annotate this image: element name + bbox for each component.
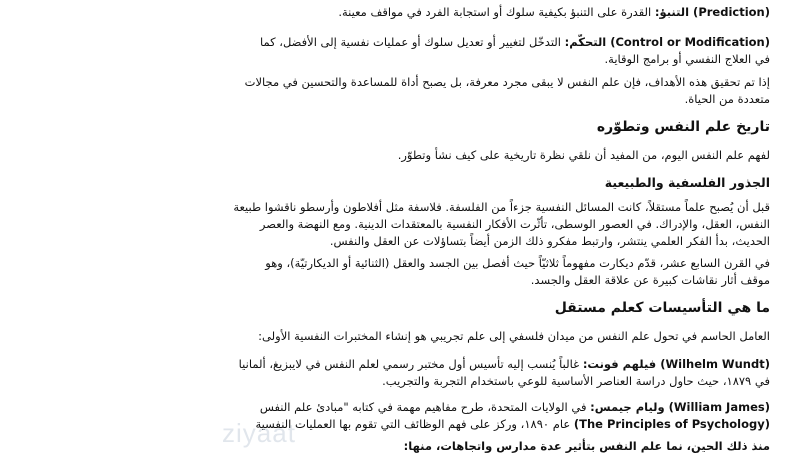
term-control: (Control or Modification) التحكّم:: [564, 35, 770, 49]
wundt-line-2: في ١٨٧٩، حيث حاول دراسة العناصر الأساسية للوعي باستخدام التجربة والتجريب.: [382, 374, 770, 388]
paragraph-since-then: [14, 438, 770, 455]
heading-roots: الجذور الفلسفية والطبيعية: [604, 175, 770, 190]
term-wundt: (Wilhelm Wundt) فيلهم فونت:: [582, 357, 770, 371]
roots-1-line-2: النفس، العقل، والإدراك. في العصور الوسطى، تأثّرت الأفكار النفسية بالمعتقدات الدينية. ومع النهضة والعصر: [259, 217, 770, 231]
term-james: (William James) وليام جيمس:: [590, 400, 770, 414]
heading-history-block: [14, 117, 770, 137]
paragraph-prediction: [14, 4, 770, 21]
history-intro-text: لفهم علم النفس اليوم، من المفيد أن نلقي نظرة تاريخية على كيف نشأ وتطوّر.: [397, 148, 770, 162]
paragraph-james: [14, 399, 770, 433]
heading-roots-block: [14, 174, 770, 192]
roots-2-line-1: في القرن السابع عشر، قدّم ديكارت مفهوماً ثلاثيّاً حيث أفصل بين الجسد والعقل (الثنائية أو الديكارتيّة)، وهو: [265, 256, 770, 270]
paragraph-control: [14, 34, 770, 68]
heading-foundations-block: [14, 298, 770, 318]
heading-foundations: ما هي التأسيسات كعلم مستقل: [554, 300, 770, 316]
paragraph-goals: [14, 74, 770, 108]
goals-line-1: إذا تم تحقيق هذه الأهداف، فإن علم النفس لا يبقى مجرد معرفة، بل يصبح أداة للمساعدة والتحسين في مجالات: [244, 75, 770, 89]
paragraph-roots-2: [14, 255, 770, 289]
wundt-line-1: غالباً يُنسب إليه تأسيس أول مختبر رسمي لعلم النفس في لايبزيغ، ألمانيا: [238, 357, 580, 371]
paragraph-history-intro: [14, 147, 770, 164]
turning-point-text: العامل الحاسم في تحول علم النفس من ميدان فلسفي إلى علم تجريبي هو إنشاء المختبرات النفسية الأولى:: [258, 329, 770, 343]
james-line-2: عام ١٨٩٠، وركز على فهم الوظائف التي تقوم بها العمليات النفسية: [255, 417, 571, 431]
watermark: ziyaat: [222, 418, 296, 448]
control-line-1: التدخّل لتغيير أو تعديل سلوك أو عمليات نفسية إلى الأفضل، كما: [259, 35, 561, 49]
prediction-text: القدرة على التنبؤ بكيفية سلوك أو استجابة الفرد في مواقف معينة.: [338, 5, 652, 19]
goals-line-2: متعددة من الحياة.: [684, 92, 770, 106]
roots-1-line-1: قبل أن يُصبح علماً مستقلاً، كانت المسائل النفسية جزءاً من الفلسفة. فلاسفة مثل أفلاطون وأرسطو ناقشوا طبيعة: [233, 200, 770, 214]
james-line-1: في الولايات المتحدة، طرح مفاهيم مهمة في كتابه "مبادئ علم النفس: [259, 400, 587, 414]
paragraph-roots-1: [14, 199, 770, 250]
roots-2-line-2: موقف أثار نقاشات كبيرة عن علاقة العقل والجسد.: [530, 273, 770, 287]
control-line-2: في العلاج النفسي أو برامج الوقاية.: [604, 52, 770, 66]
heading-history: تاريخ علم النفس وتطوّره: [596, 119, 770, 135]
paragraph-turning-point: [14, 328, 770, 345]
paragraph-wundt: [14, 356, 770, 390]
roots-1-line-3: الحديث، بدأ الفكر العلمي ينتشر، وارتبط مفكرو ذلك الزمن أيضاً بتساؤلات عن العقل والنفس.: [329, 234, 770, 248]
since-then-text: منذ ذلك الحين، نما علم النفس بتأثير عدة مدارس واتجاهات، منها:: [403, 439, 770, 453]
term-prediction: (Prediction) التنبؤ:: [654, 5, 770, 19]
james-book-title: (The Principles of Psychology): [573, 417, 770, 431]
